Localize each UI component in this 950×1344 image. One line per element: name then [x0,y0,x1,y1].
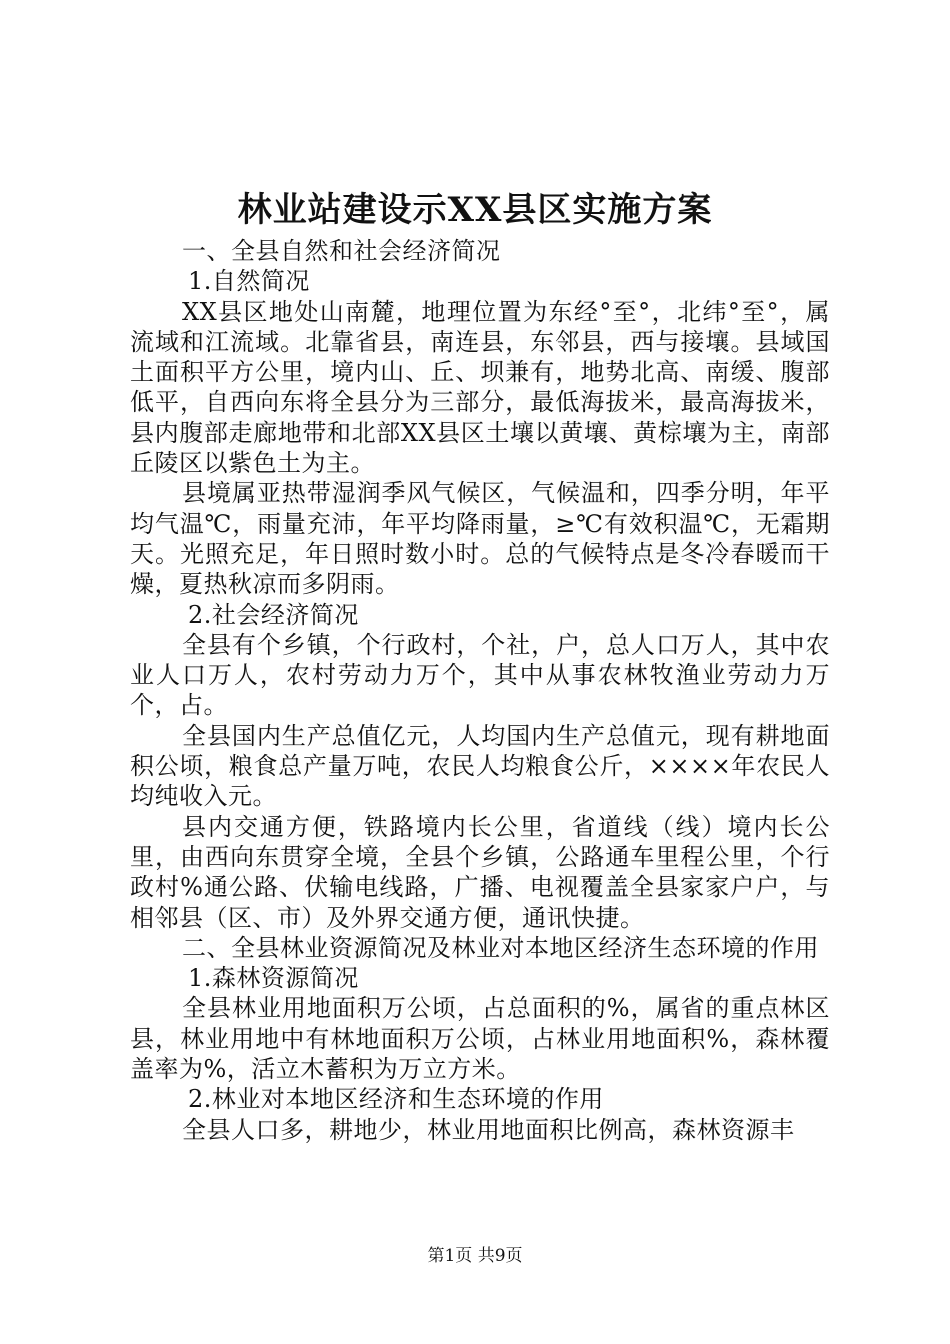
page-number-footer: 第1页 共9页 [427,1246,523,1266]
subsection-heading: 1.森林资源简况 [188,964,359,993]
subsection-heading: 2.社会经济简况 [188,600,359,629]
body-paragraph: XX县区地处山南麓，地理位置为东经°至°，北纬°至°，属流域和江流域。北靠省县，南连县，东邻县，西与接壤。县域国土面积平方公里，境内山、丘、坝兼有，地势北高、南缓、腹部低平，自西向东将全县分为三部分，最低海拔米，最高海拔米，县内腹部走廊地带和北部XX县区土壤以黄壤、黄棕壤为主，南部丘陵区以紫色土为主。 [130,297,830,478]
body-paragraph: 县境属亚热带湿润季风气候区，气候温和，四季分明，年平均气温℃，雨量充沛，年平均降雨量，≥℃有效积温℃，无霜期天。光照充足，年日照时数小时。总的气候特点是冬冷春暖而干燥，夏热秋凉而多阴雨。 [130,479,830,599]
document-title: 林业站建设示XX县区实施方案 [237,190,713,230]
body-paragraph: 全县人口多，耕地少，林业用地面积比例高，森林资源丰 [182,1115,795,1144]
section-heading-1: 一、全县自然和社会经济简况 [182,237,501,265]
subsection-heading: 1.自然简况 [188,267,310,296]
section-heading-2: 二、全县林业资源简况及林业对本地区经济生态环境的作用 [182,933,819,962]
subsection-heading: 2.林业对本地区经济和生态环境的作用 [188,1085,604,1114]
document-body [130,236,830,1145]
body-paragraph: 全县国内生产总值亿元，人均国内生产总值元，现有耕地面积公顷，粮食总产量万吨，农民人均粮食公斤，××××年农民人均纯收入元。 [130,721,830,811]
body-paragraph: 县内交通方便，铁路境内长公里，省道线（线）境内长公里，由西向东贯穿全境，全县个乡镇，公路通车里程公里，个行政村%通公路、伏输电线路，广播、电视覆盖全县家家户户，与相邻县（区、市）及外界交通方便，通讯快捷。 [130,812,830,932]
body-paragraph: 全县有个乡镇，个行政村，个社，户，总人口万人，其中农业人口万人，农村劳动力万个，其中从事农林牧渔业劳动力万个，占。 [130,630,830,720]
body-paragraph: 全县林业用地面积万公顷，占总面积的%，属省的重点林区县，林业用地中有林地面积万公顷，占林业用地面积%，森林覆盖率为%，活立木蓄积为万立方米。 [130,994,830,1084]
